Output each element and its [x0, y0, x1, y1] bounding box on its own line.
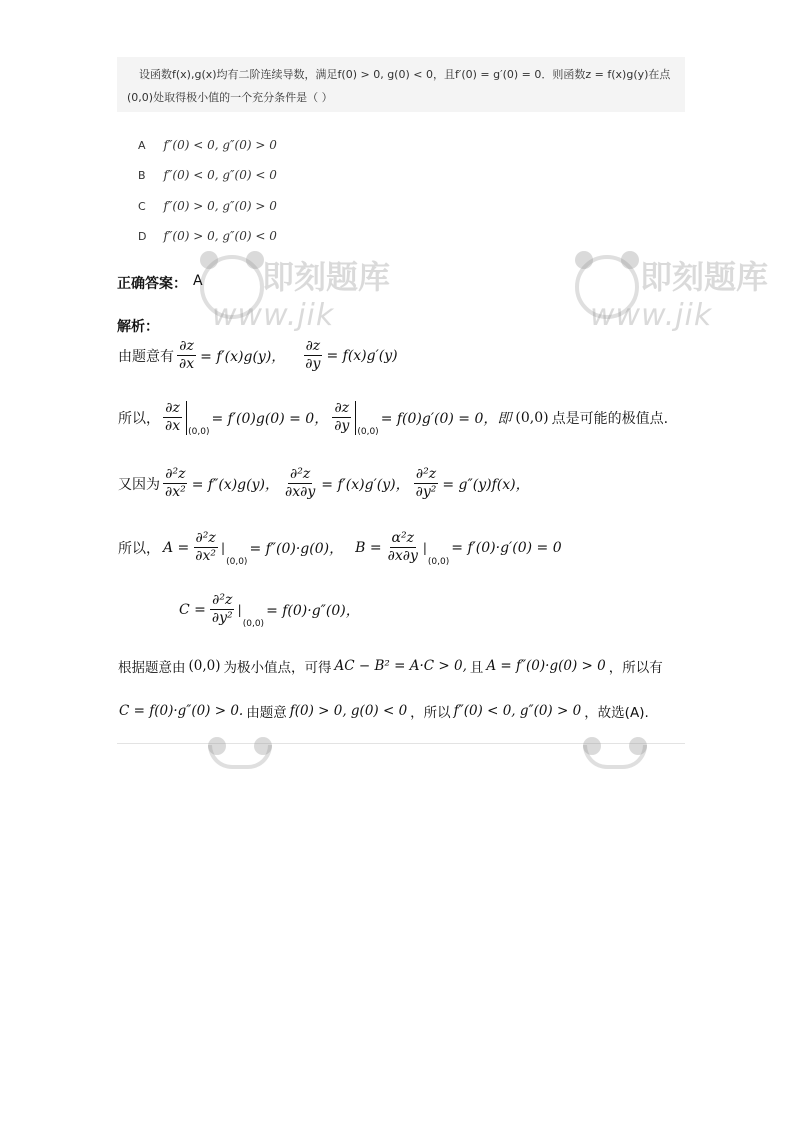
option-expression: f″(0) < 0, g″(0) < 0 — [163, 168, 277, 182]
option-c[interactable] — [138, 199, 277, 215]
fraction: $\frac{\text{∂²z}}{\text{∂x²}}$ — [195, 530, 217, 564]
analysis-line-1: 由题意有 $\frac{\partial z}{\partial x}$ = f′(x)g(y)， $\frac{\partial z}{\partial y}$ = f(x)g′(y) — [118, 338, 398, 372]
option-d[interactable] — [138, 229, 277, 245]
option-letter: A — [138, 139, 146, 152]
option-letter: B — [138, 169, 146, 182]
watermark-panda-logo — [208, 745, 272, 769]
analysis-line-4: 所以， A = $\frac{\text{∂²z}}{\text{∂x²}}$ | (0,0) = f″(0)·g(0)， B = $\frac{\text{α²z}}{\partial x\partial y}$ | (0,0) = f′(0)·g′(0) = 0 — [118, 530, 562, 567]
option-a[interactable] — [138, 138, 277, 154]
option-expression: f″(0) < 0, g″(0) > 0 — [163, 138, 277, 152]
analysis-line-5: C = $\frac{\text{∂²z}}{\text{∂y²}}$ | (0,0) = f(0)·g″(0)， — [179, 592, 360, 629]
analysis-line-3: 又因为 $\frac{\text{∂²z}}{\text{∂x²}}$ = f″(x)g(y)， $\frac{\text{∂²z}}{\partial x\partial y}$ = f′(x)g′(y)， $\frac{\text{∂²z}}{\text{∂y²}}$ = g″(y)f(x)， — [118, 466, 530, 500]
fraction: $\frac{\text{∂²z}}{\text{∂x²}}$ — [165, 466, 186, 500]
analysis-line-2: 所以， $\frac{\partial z}{\partial x}$ (0,0) = f′(0)g(0) = 0， $\frac{\partial z}{\partial y}$ (0,0) = f(0)g′(0) = 0，即 (0,0) 点是可能的极值点. — [118, 400, 669, 437]
option-expression: f″(0) > 0, g″(0) < 0 — [163, 229, 277, 243]
watermark-panda-logo — [583, 745, 647, 769]
fraction: $\frac{\partial z}{\partial x}$ — [179, 338, 195, 372]
option-expression: f″(0) > 0, g″(0) > 0 — [163, 199, 277, 213]
fraction: $\frac{\text{∂²z}}{\text{∂y²}}$ — [415, 466, 437, 500]
fraction: $\frac{\partial z}{\partial x}$ — [165, 400, 181, 434]
question-text: 设函数f(x),g(x)均有二阶连续导数，满足f(0) > 0, g(0) < 0，且f′(0) = g′(0) = 0．则函数z = f(x)g(y)在点(0,0)处取得极小值的一个充分条件是（ ） — [127, 68, 671, 104]
watermark: 即刻题库 www.jik — [590, 258, 769, 333]
option-b[interactable] — [138, 168, 277, 184]
fraction: $\frac{\text{α²z}}{\partial x\partial y}$ — [387, 530, 418, 564]
fraction: $\frac{\partial z}{\partial y}$ — [305, 338, 321, 372]
fraction: $\frac{\text{∂²z}}{\text{∂y²}}$ — [211, 592, 233, 626]
answer-value: A — [193, 273, 203, 289]
analysis-line-7: C = f(0)·g″(0) > 0. 由题意 f(0) > 0, g(0) < 0 ，所以 f″(0) < 0, g″(0) > 0 ，故选(A). — [119, 703, 649, 721]
option-letter: D — [138, 230, 147, 243]
fraction: $\frac{\partial z}{\partial y}$ — [334, 400, 350, 434]
question-box — [117, 57, 685, 112]
option-letter: C — [138, 200, 146, 213]
watermark-panda-logo — [200, 255, 264, 319]
analysis-label: 解析： — [117, 319, 159, 335]
answer-label: 正确答案： — [117, 276, 187, 292]
watermark: 即刻题库 www.jik — [212, 258, 391, 333]
watermark-panda-logo — [575, 255, 639, 319]
analysis-line-6: 根据题意由 (0,0) 为极小值点，可得 AC − B² = A·C > 0, 且 A = f″(0)·g(0) > 0 ，所以有 — [118, 658, 663, 676]
fraction: $\frac{\text{∂²z}}{\partial x\partial y}$ — [284, 466, 316, 500]
